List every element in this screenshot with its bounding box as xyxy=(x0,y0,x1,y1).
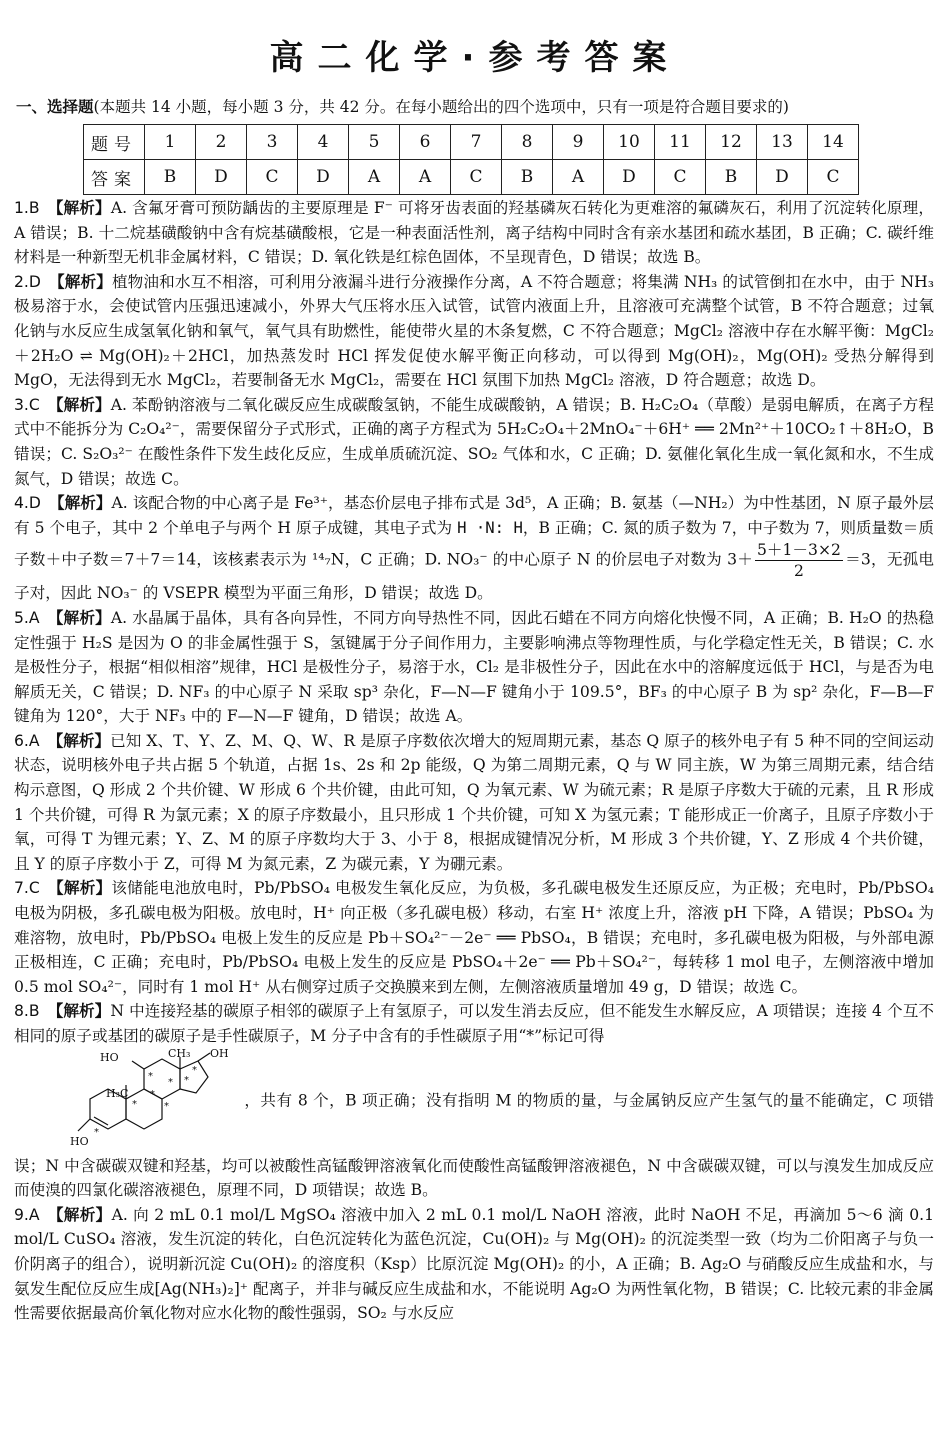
question-answer: 1.B xyxy=(14,199,40,217)
analysis-tag: 【解析】 xyxy=(47,731,111,750)
question-number: 2 xyxy=(196,125,247,160)
label-ho-bottom: HO xyxy=(70,1134,89,1148)
answer-cell: A xyxy=(400,160,451,195)
fraction xyxy=(755,540,843,581)
question-number: 1 xyxy=(145,125,196,160)
explanation-text: 该储能电池放电时，Pb/PbSO₄ 电极发生氧化反应，为负极，多孔碳电极发生还原反应，为正极；充电时，Pb/PbSO₄ 电极为阴极，多孔碳电极为阳极。放电时，H⁺ 向正极（多孔碳电极）移动，右室 H⁺ 浓度上升，溶液 pH 下降，A 错误；PbSO₄ 为难溶物，放电时，Pb/PbSO₄ 电极上发生的反应是 Pb＋SO₄²⁻－2e⁻ ══ PbSO₄，B 错误；充电时，多孔碳电极为阳极，与外部电源正极相连，C 正确；充电时，Pb/PbSO₄ 电极上发生的反应是 PbSO₄＋2e⁻ ══ Pb＋SO₄²⁻，每转移 1 mol 电子，左侧溶液中增加 0.5 mol SO₄²⁻，同时有 1 mol H⁺ 从右侧穿过质子交换膜来到左侧，左侧溶液质量增加 49 g，D 错误；故选 C。 xyxy=(14,879,934,996)
question-answer: 3.C xyxy=(14,395,40,414)
question-number: 5 xyxy=(349,125,400,160)
answer-cell: D xyxy=(298,160,349,195)
answer-cell: B xyxy=(706,160,757,195)
explanation-item xyxy=(14,729,934,877)
electron-formula-body: ·N: H xyxy=(475,518,523,537)
explanation-text: N 中连接羟基的碳原子相邻的碳原子上有氢原子，可以发生消去反应，但不能发生水解反应，A 项错误；连接 4 个互不相同的原子或基团的碳原子是手性碳原子，M 分子中含有的手性碳原子用“*”标记可得 xyxy=(14,1002,934,1045)
section-description: (本题共 14 小题，每小题 3 分，共 42 分。在每小题给出的四个选项中，只有一项是符合题目要求的) xyxy=(93,98,789,116)
question-number: 8 xyxy=(502,125,553,160)
explanation-text: A. 水晶属于晶体，具有各向异性，不同方向导热性不同，因此石蜡在不同方向熔化快慢不同，A 正确；B. H₂O 的热稳定性强于 H₂S 是因为 O 的非金属性强于 S，氢键属于分子间作用力，主要影响沸点等物理性质，与化学稳定性无关，B 错误；C. 水是极性分子，根据“相似相溶”规律，HCl 是极性分子，易溶于水，Cl₂ 是非极性分子，因此在水中的溶解度远低于 HCl，与是否为电解质无关，C 错误；D. NF₃ 的中心原子 N 采取 sp³ 杂化，F—N—F 键角小于 109.5°，BF₃ 的中心原子 B 为 sp² 杂化，F—B—F 键角为 120°，大于 NF₃ 中的 F—N—F 键角，D 错误；故选 A。 xyxy=(14,608,934,726)
analysis-tag: 【解析】 xyxy=(48,494,112,513)
analysis-tag: 【解析】 xyxy=(47,608,111,627)
page-cutoff xyxy=(0,1426,950,1436)
double-bond xyxy=(94,1117,108,1125)
answer-cell: B xyxy=(145,160,196,195)
hydroxyl-bond xyxy=(132,1061,144,1069)
explanation-text: ，共有 8 个，B 项正确；没有指明 M 的物质的量，与金属钠反应产生氢气的量不能确定，C 项错误；N 中含碳碳双键和羟基，均可以被酸性高锰酸钾溶液氧化而使酸性高锰酸钾溶液褪色，N 中含碳碳双键，可以与溴发生加成反应而使溴的四氯化碳溶液褪色，原理不同，D 项错误；故选 B。 xyxy=(14,1091,934,1200)
answer-cell: A xyxy=(349,160,400,195)
analysis-tag: 【解析】 xyxy=(48,272,112,291)
chiral-star: * xyxy=(148,1070,153,1082)
question-answer: 9.A xyxy=(14,1205,40,1224)
answer-cell: D xyxy=(604,160,655,195)
answer-cell: D xyxy=(196,160,247,195)
label-h3c: H₃C xyxy=(106,1086,129,1100)
question-number: 11 xyxy=(655,125,706,160)
question-number: 9 xyxy=(553,125,604,160)
question-number-row xyxy=(84,125,859,160)
chiral-star: * xyxy=(150,1088,155,1100)
steroid-structure-diagram xyxy=(70,1049,240,1154)
explanation-item xyxy=(14,393,934,491)
question-answer: 7.C xyxy=(14,879,40,898)
section-header xyxy=(16,96,789,118)
question-number: 6 xyxy=(400,125,451,160)
answer-cell: B xyxy=(502,160,553,195)
label-oh: OH xyxy=(210,1048,229,1060)
explanation-text: 植物油和水互不相溶，可利用分液漏斗进行分液操作分离，A 不符合题意；将集满 NH₃ 的试管倒扣在水中，由于 NH₃ 极易溶于水，会使试管内压强迅速减小，外界大气压将水压入试管，试管内液面上升，且溶液可充满整个试管，B 不符合题意；过氧化钠与水反应生成氢氧化钠和氧气，氧气具有助燃性，能使带火星的木条复燃，C 不符合题意；MgCl₂ 溶液中存在水解平衡：MgCl₂＋2H₂O ⇌ Mg(OH)₂＋2HCl，加热蒸发时 HCl 挥发促使水解平衡正向移动，可以得到 Mg(OH)₂，Mg(OH)₂ 受热分解得到 MgO，无法得到无水 MgCl₂，若要制备无水 MgCl₂，需要在 HCl 氛围下加热 MgCl₂ 溶液，D 符合题意；故选 D。 xyxy=(14,272,934,390)
answer-cell: C xyxy=(655,160,706,195)
question-number: 12 xyxy=(706,125,757,160)
page-title: 高二化学·参考答案 xyxy=(269,38,681,78)
answer-cell: D xyxy=(757,160,808,195)
explanation-item xyxy=(14,1203,934,1326)
explanations xyxy=(14,196,934,1326)
chiral-star: * xyxy=(132,1098,137,1110)
question-number: 10 xyxy=(604,125,655,160)
explanation-item xyxy=(14,876,934,999)
question-answer: 4.D xyxy=(14,494,41,513)
explanation-item xyxy=(14,999,934,1202)
explanation-text: ，B 正确；C. 氮的质子数为 7，中子数为 7，则质量数＝质子数＋中子数＝7＋7＝14，该核素表示为 ¹⁴₇N，C 正确；D. NO₃⁻ 的中心原子 N 的价层电子对数为 3＋ xyxy=(14,518,934,569)
question-number: 3 xyxy=(247,125,298,160)
answer-cell: C xyxy=(247,160,298,195)
chiral-star: * xyxy=(164,1100,169,1112)
electron-formula-h-top: H xyxy=(457,518,467,537)
explanation-text: A. 苯酚钠溶液与二氧化碳反应生成碳酸氢钠，不能生成碳酸钠，A 错误；B. H₂C₂O₄（草酸）是弱电解质，在离子方程式中不能拆分为 C₂O₄²⁻，需要保留分子式形式，正确的离子方程式为 5H₂C₂O₄＋2MnO₄⁻＋6H⁺ ══ 2Mn²⁺＋10CO₂↑＋8H₂O，B 错误；C. S₂O₃²⁻ 在酸性条件下发生歧化反应，生成单质硫沉淀、SO₂ 气体和水，C 正确；D. 氨催化氧化生成一氧化氮和水，不生成氮气，D 错误；故选 C。 xyxy=(14,395,934,488)
explanation-text: A. 向 2 mL 0.1 mol/L MgSO₄ 溶液中加入 2 mL 0.1 mol/L NaOH 溶液，此时 NaOH 不足，再滴加 5～6 滴 0.1 mol/L CuSO₄ 溶液，发生沉淀的转化，白色沉淀转化为蓝色沉淀，Cu(OH)₂ 与 Mg(OH)₂ 的沉淀类型一致（均为二价阳离子与负一价阴离子的组合），说明新沉淀 Cu(OH)₂ 的溶度积（Ksp）比原沉淀 Mg(OH)₂ 的小，A 正确；B. Ag₂O 与硝酸反应生成盐和水，与氨发生配位反应生成[Ag(NH₃)₂]⁺ 配离子，并非与碱反应生成盐和水，不能说明 Ag₂O 为两性氧化物，B 错误；C. 比较元素的非金属性需要依据最高价氧化物对应水化物的酸性强弱，SO₂ 与水反应 xyxy=(14,1205,934,1323)
analysis-tag: 【解析】 xyxy=(47,879,112,898)
label-ho-top: HO xyxy=(100,1050,119,1064)
answer-cell: A xyxy=(553,160,604,195)
explanation-item xyxy=(14,606,934,729)
question-number: 13 xyxy=(757,125,808,160)
row-label-answer: 答案 xyxy=(84,160,145,195)
fraction-numerator: 5＋1－3×2 xyxy=(757,541,841,560)
explanation-item xyxy=(14,270,934,393)
row-label-number: 题号 xyxy=(84,125,145,160)
question-answer: 6.A xyxy=(14,731,40,750)
analysis-tag: 【解析】 xyxy=(47,1002,111,1021)
analysis-tag: 【解析】 xyxy=(47,395,111,414)
question-number: 4 xyxy=(298,125,349,160)
answer-cell: C xyxy=(451,160,502,195)
chiral-star: * xyxy=(184,1074,189,1086)
explanation-item xyxy=(14,491,934,606)
electron-formula xyxy=(457,516,523,541)
explanation-text: ＝3，无孤电子对，因此 NO₃⁻ 的 VSEPR 模型为平面三角形，D 错误；故选 D。 xyxy=(14,550,935,603)
answer-table xyxy=(83,124,859,195)
hydroxyl-bond xyxy=(78,1119,90,1131)
question-answer: 8.B xyxy=(14,1002,40,1021)
answer-cell: C xyxy=(808,160,859,195)
label-ch3: CH₃ xyxy=(168,1048,191,1060)
answer-row xyxy=(84,160,859,195)
explanation-text: 已知 X、T、Y、Z、M、Q、W、R 是原子序数依次增大的短周期元素，基态 Q 原子的核外电子有 5 种不同的空间运动状态，说明核外电子共占据 5 个轨道，占据 1s、2s 和 2p 能级，Q 为第二周期元素，Q 与 W 同主族，W 为第三周期元素，结合结构示意图，Q 形成 2 个共价键、W 形成 6 个共价键，由此可知，Q 为氧元素、W 为硫元素；R 是原子序数大于硫的元素，且 R 形成 1 个共价键，可得 R 为氯元素；X 的原子序数最小，且只形成 1 个共价键，可知 X 为氢元素；T 能形成正一价离子，且原子序数小于氧，可得 T 为锂元素；Y、Z、M 的原子序数均大于 3、小于 8，根据成键情况分析，M 形成 3 个共价键，Y、Z 形成 4 个共价键，且 Y 的原子序数小于 Z，可得 M 为氮元素，Z 为碳元素，Y 为硼元素。 xyxy=(14,731,934,873)
chiral-star: * xyxy=(192,1064,197,1076)
chiral-star: * xyxy=(94,1126,99,1138)
question-answer: 5.A xyxy=(14,608,40,627)
hydroxyl-bond xyxy=(198,1053,210,1061)
chiral-star: * xyxy=(168,1076,173,1088)
explanation-item xyxy=(14,196,934,270)
question-number: 7 xyxy=(451,125,502,160)
explanation-text: A. 含氟牙膏可预防龋齿的主要原理是 F⁻ 可将牙齿表面的羟基磷灰石转化为更难溶的氟磷灰石，利用了沉淀转化原理，A 错误；B. 十二烷基磺酸钠中含有烷基磺酸根，它是一种表面活性剂，离子结构中同时含有亲水基团和疏水基团，B 正确；C. 碳纤维材料是一种新型无机非金属材料，C 错误；D. 氧化铁是红棕色固体，不呈现青色，D 错误；故选 B。 xyxy=(14,199,934,267)
explanation-text: A. 该配合物的中心离子是 Fe³⁺，基态价层电子排布式是 3d⁵，A 正确；B. 氨基（—NH₂）为中性基团，N 原子最外层有 5 个电子，其中 2 个单电子与两个 H 原子成键，其电子式为 xyxy=(14,494,934,537)
analysis-tag: 【解析】 xyxy=(47,1205,112,1224)
analysis-tag: 【解析】 xyxy=(47,199,111,217)
section-label: 一、选择题 xyxy=(16,98,94,116)
question-answer: 2.D xyxy=(14,272,41,291)
question-number: 14 xyxy=(808,125,859,160)
fraction-denominator: 2 xyxy=(794,562,804,581)
